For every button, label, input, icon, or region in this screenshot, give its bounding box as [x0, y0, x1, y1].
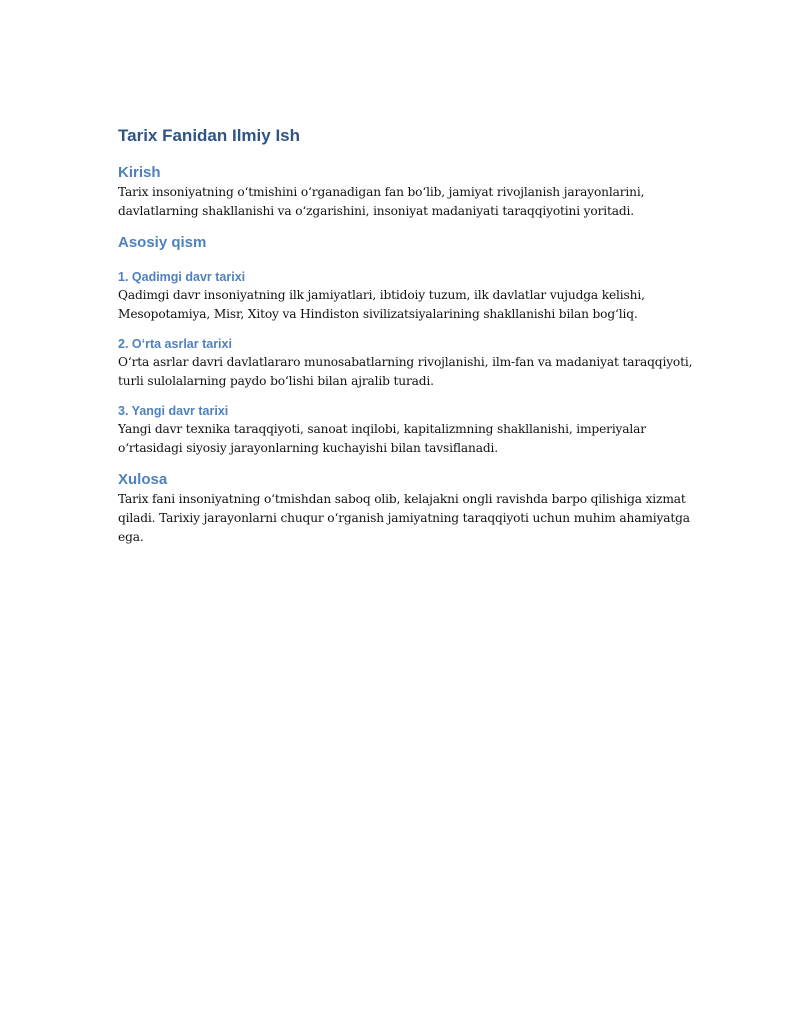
paragraph-line: Tarix fani insoniyatning o‘tmishdan saboq olib, kelajakni ongli ravishda barpo qilishiga xizmat [118, 492, 686, 506]
subsection-heading-yangi-davr: 3. Yangi davr tarixi [118, 404, 229, 418]
document-body [118, 124, 693, 547]
paragraph-line: davlatlarning shakllanishi va o‘zgarishini, insoniyat madaniyati taraqqiyotini yoritadi. [118, 204, 635, 218]
paragraph-yangi-davr [118, 420, 688, 458]
paragraph-line: qiladi. Tarixiy jarayonlarni chuqur o‘rganish jamiyatning taraqqiyoti uchun muhim ahamiyatga [118, 511, 690, 525]
paragraph-line: ega. [118, 530, 144, 544]
paragraph-line: o‘rtasidagi siyosiy jarayonlarning kuchayishi bilan tavsiflanadi. [118, 441, 498, 455]
paragraph-xulosa [118, 490, 688, 547]
paragraph-line: Mesopotamiya, Misr, Xitoy va Hindiston sivilizatsiyalarining shakllanishi bilan bog‘liq. [118, 307, 638, 321]
subsection-heading-orta-asrlar: 2. O‘rta asrlar tarixi [118, 337, 232, 351]
paragraph-line: turli sulolalarning paydo bo‘lishi bilan ajralib turadi. [118, 374, 434, 388]
section-heading-xulosa: Xulosa [118, 471, 168, 488]
paragraph-orta-asrlar [118, 353, 693, 391]
paragraph-kirish [118, 183, 688, 221]
paragraph-line: Yangi davr texnika taraqqiyoti, sanoat inqilobi, kapitalizmning shakllanishi, imperiyalar [118, 422, 646, 436]
paragraph-line: O‘rta asrlar davri davlatlararo munosabatlarning rivojlanishi, ilm-fan va madaniyat taraqqiyoti, [118, 355, 693, 369]
section-heading-asosiy-qism: Asosiy qism [118, 234, 207, 251]
paragraph-line: Tarix insoniyatning o‘tmishini o‘rganadigan fan bo‘lib, jamiyat rivojlanish jarayonlarini, [118, 185, 645, 199]
paragraph-line: Qadimgi davr insoniyatning ilk jamiyatlari, ibtidoiy tuzum, ilk davlatlar vujudga kelishi, [118, 288, 645, 302]
subsection-heading-qadimgi-davr: 1. Qadimgi davr tarixi [118, 270, 246, 284]
paragraph-qadimgi-davr [118, 286, 688, 324]
section-heading-kirish: Kirish [118, 164, 161, 181]
document-title: Tarix Fanidan Ilmiy Ish [118, 126, 301, 145]
